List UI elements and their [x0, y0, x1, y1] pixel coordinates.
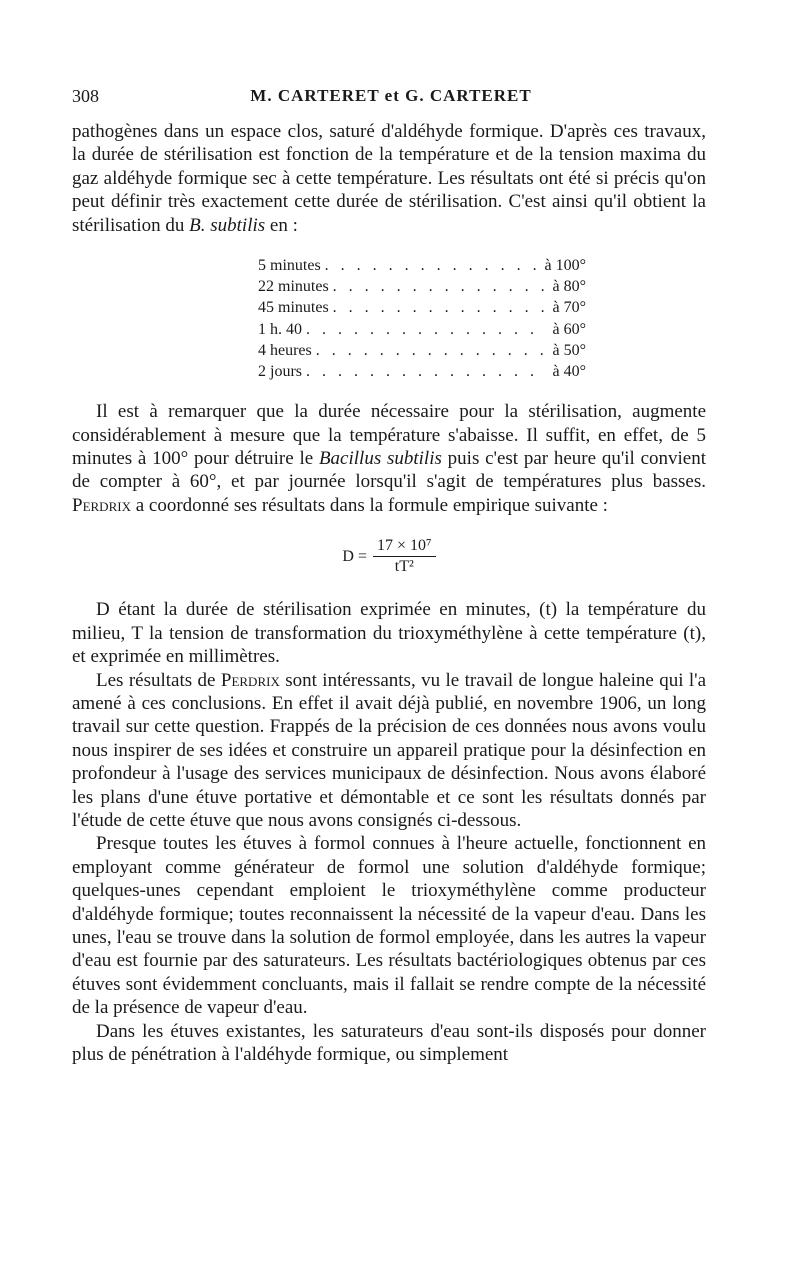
table-row [258, 361, 586, 382]
table-row [258, 319, 586, 340]
paragraph-1-tail: en : [265, 214, 298, 236]
duration-cell: 1 h. 40 [258, 320, 302, 338]
empirical-formula [72, 537, 706, 576]
duration-cell: 4 heures [258, 341, 312, 359]
page-number: 308 [72, 86, 99, 106]
species-name: B. subtilis [189, 214, 266, 236]
leader-dots [333, 297, 547, 318]
temperature-cell: à 100° [544, 257, 586, 275]
body-text [72, 120, 706, 1066]
formula-fraction [373, 537, 436, 576]
table-row [258, 276, 586, 297]
paragraph-2-text: Il est à remarquer que la durée nécessaire pour la stérilisation, augmente considérablement à mesure que la température s'abaisse. Il suffit, en effet, de 5 minutes à 100° pour détruire le [72, 401, 706, 470]
formula-numerator: 17 × 10⁷ [373, 537, 436, 557]
author-name: Perdrix [220, 669, 280, 691]
table-row [258, 340, 586, 361]
leader-dots [333, 276, 547, 297]
leader-dots [316, 340, 547, 361]
paragraph-5: Presque toutes les étuves à formol connues à l'heure actuelle, fonctionnent en employant comme générateur de formol une solution d'aldéhyde formique; quelques-unes cependant emploient le trioxyméthylène comme producteur d'aldéhyde formique; toutes reconnaissent la nécessité de la vapeur d'eau. Dans les unes, l'eau se trouve dans la solution de formol employée, dans les autres la vapeur d'eau est fournie par des saturateurs. Les résultats bactériologiques obtenus par ces étuves sont évidemment concluants, mais il fallait se rendre compte de la nécessité de la présence de vapeur d'eau. [72, 833, 706, 1019]
species-name: Bacillus subtilis [318, 448, 442, 470]
paragraph-2-tail: a coordonné ses résultats dans la formule empirique suivante : [130, 494, 608, 516]
duration-cell: 5 minutes [258, 257, 321, 275]
leader-dots [306, 361, 547, 382]
paragraph-4-text: sont intéressants, vu le travail de longue haleine qui l'a amené à ces conclusions. En effet il avait déjà publié, en novembre 1906, un long travail sur cette question. Frappés de la précision de ces données nous avons voulu nous inspirer de ses idées et construire un appareil pratique pour la désinfection en profondeur à l'usage des services municipaux de désinfection. Nous avons élaboré les plans d'une étuve portative et démontable et ce sont les résultats donnés par l'étude de cette étuve que nous avons consignés ci-dessous. [72, 669, 706, 831]
paragraph-4 [72, 669, 706, 833]
paragraph-3: D étant la durée de stérilisation exprimée en minutes, (t) la température du milieu, T la tension de transformation du trioxyméthylène à cette température (t), et exprimée en millimètres. [72, 599, 706, 668]
paragraph-4-lead: Les résultats de [96, 669, 221, 691]
leader-dots [325, 255, 539, 276]
table-row [258, 255, 586, 276]
formula-lhs: D = [342, 548, 367, 566]
formula-denominator: tT² [394, 558, 414, 576]
sterilization-times-table [258, 255, 586, 382]
duration-cell: 22 minutes [258, 278, 329, 296]
paragraph-2 [72, 400, 706, 517]
paragraph-6: Dans les étuves existantes, les saturateurs d'eau sont-ils disposés pour donner plus de pénétration à l'aldéhyde formique, ou simplement [72, 1020, 706, 1065]
paragraph-1 [72, 120, 706, 237]
paragraph-1-text: pathogènes dans un espace clos, saturé d'aldéhyde formique. D'après ces travaux, la durée de stérilisation est fonction de la température et de la tension maxima du gaz aldéhyde formique sec à cette température. Les résultats ont été si précis qu'on peut définir très exactement cette durée de stérilisation. C'est ainsi qu'il obtient la stérilisation du [72, 121, 706, 236]
temperature-cell: à 80° [552, 278, 586, 296]
paragraph-2-middle: puis c'est par heure qu'il convient de compter à 60°, et par journée lorsqu'il s'agit de températures plus basses. [72, 448, 706, 493]
duration-cell: 2 jours [258, 363, 302, 381]
running-title: M. CARTERET et G. CARTERET [250, 86, 532, 105]
temperature-cell: à 70° [552, 299, 586, 317]
author-name: Perdrix [72, 494, 131, 516]
temperature-cell: à 60° [552, 320, 586, 338]
temperature-cell: à 50° [552, 341, 586, 359]
page-header [72, 86, 710, 112]
leader-dots [306, 319, 547, 340]
duration-cell: 45 minutes [258, 299, 329, 317]
temperature-cell: à 40° [552, 363, 586, 381]
table-row [258, 297, 586, 318]
spacer [72, 382, 706, 400]
